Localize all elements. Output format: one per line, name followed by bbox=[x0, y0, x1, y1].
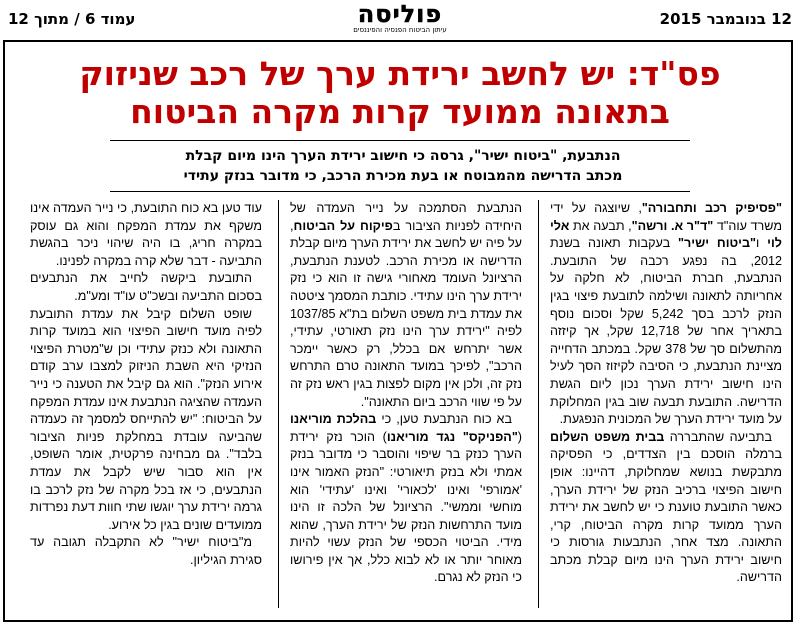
text-span: ו bbox=[756, 236, 768, 251]
publication-logo bbox=[336, 2, 464, 36]
article-column-1 bbox=[550, 200, 782, 587]
text-span: ( bbox=[517, 429, 522, 444]
column-3-paragraph-3: שופט השלום קיבל את עמדת התובעת לפיה מועד חישוב הפיצוי הוא במועד קרות התאונה ולא כנזק עתידי וכן ש"מטרת הפיצוי הנזיקי היא השבת הניזוק למצבו ערב קודם אירוע הנזק". הוא גם קיבל את הטענה כי נייר העמדה שהציגה הנתבעת אינו עמדת המפקח על הביטוח: "יש להתייחס למסמך זה כעמדה שהביעה עובדת במחלקת פניות הציבור בלבד". גם מבחינה פרקטית, אומר השופט, אין הוא סבור שיש לקבל את עמדת הנתבעים, כי אז בכל מקרה של נזק לרכב בו גרמה ירידת ערך יוגשו שתי חוות דעת נפרדות ממועדים שונים בגין כל אירוע. bbox=[30, 306, 262, 532]
text-span: , שיוצגה על ידי משרד עוה"ד bbox=[550, 201, 782, 233]
subhead-rule-top bbox=[110, 140, 690, 141]
defendant-name: אלי לוי bbox=[550, 218, 782, 251]
article-subhead bbox=[150, 146, 656, 186]
column-3-paragraph-2: התובעת ביקשה לחייב את הנתבעים בסכום התביעה ובשכ"ט עו"ד ומע"מ. bbox=[30, 271, 262, 303]
text-span: , על פיה יש לחשב את ירידת הערך מיום קבלת הדרישה או מכירת הרכב. לטענת הנתבעת, הרציונל העומד מאחורי גישה זו הוא כי נזק ירידת ערך הינו עתידי. כותבת המסמך ציטטה את עמדת בית משפט השלום בת"א 1037/85 לפיה "ירידת ערך הינו נזק תאורטי, עתידי, אשר יתרחש אם בכלל, רק כאשר יימכר הרכב", לפיכך במועד התאונה טרם התרחש נזק זה, ולכן אין מקום לפצות בגין ראש נזק זה על פי שווי הרכב ביום התאונה". bbox=[290, 218, 522, 409]
headline-line-1: פס"ד: יש לחשב ירידת ערך של רכב שניזוק bbox=[79, 54, 721, 93]
company-name: "פסיפיק רכב ותחבורה" bbox=[641, 201, 782, 215]
headline-line-2: בתאונה ממועד קרות מקרה הביטוח bbox=[130, 92, 670, 131]
text-span: הנתבעת הסתמכה על נייר העמדה של היחידה לפניות הציבור ב bbox=[290, 201, 522, 233]
publication-date: 12 בנובמבר 2015 bbox=[659, 10, 792, 28]
column-1-paragraph-1 bbox=[550, 200, 782, 429]
text-span: בעקבות תאונה בשנת 2012, בה נפגע רכבה של התובעת. הנתבעת, חברת הביטוח, לא חלקה על אחריותה לתאונה ושילמה לתובעת פיצוי בגין הנזק לרכב בסך 5,242 שקל וסכום נוסף בתאריך אחר של 12,718 שקל, אך קיזזה מהתשלום סך של 378 שקל. במכתב הדחייה מציינת הנתבעת, כי הסיבה לקיזוז הסך לעיל הינו חישוב ירידת הערך נכון ליום הגשת הדרישה. התובעת תבעה שוב בגין המחלוקת על מועד ירידת הערך של המכונית הנפגעת. bbox=[550, 236, 782, 427]
logo-name: פוליסה bbox=[357, 0, 443, 28]
text-span: בא כוח הנתבעת טען, כי bbox=[376, 412, 512, 427]
column-3-paragraph-1: עוד טען בא כוח התובעת, כי נייר העמדה אינו משקף את עמדת המפקח והוא גם עוסק במקרה חריג, בו היה שיהוי ניכר בהגשת התביעה - דבר שלא קרה במקרה לפנינו. bbox=[30, 201, 262, 268]
text-span: ברמלה הוסכם בין הצדדים, כי הפסיקה מתבקשת בנושא שמחלוקת, דהיינו: אופן חישוב הפיצוי ברכיב הנזק של ירידת הערך, כאשר התובעת טוענת כי יש לחשב את ירידת הערך ממועד קרות מקרה הביטוח, קרי, התאונה. מצד אחר, הנתבעות גורסות כי חישוב ירידת הערך הינו מיום קבלת מכתב הדרישה. bbox=[550, 447, 782, 585]
column-3-paragraph-4: מ"ביטוח ישיר" לא התקבלה תגובה עד סגירת הגיליון. bbox=[30, 535, 262, 567]
article-column-3 bbox=[30, 200, 262, 569]
insurer-name: "ביטוח ישיר" bbox=[678, 236, 757, 251]
subhead-line-1: הנתבעת, "ביטוח ישיר", גרסה כי חישוב ירידת הערך הינו מיום קבלת bbox=[185, 148, 621, 164]
page-number: עמוד 6 / מתוך 12 bbox=[8, 10, 136, 28]
column-divider-1 bbox=[538, 200, 539, 608]
logo-tagline: עיתון הביטוח הפנסיה והפיננסים bbox=[353, 26, 447, 34]
text-span: , תבעה את bbox=[569, 218, 632, 233]
page-header bbox=[0, 0, 800, 40]
article-headline bbox=[20, 55, 780, 131]
text-span: בתביעה שהתבררה bbox=[664, 429, 772, 444]
column-divider-2 bbox=[278, 200, 279, 608]
regulator-name: פיקוח על הביטוח bbox=[293, 218, 393, 233]
subhead-line-2: מכתב הדרישה מהמבוטח או בעת מכירת הרכב, כי מדובר בנזק עתידי bbox=[183, 168, 623, 184]
column-1-paragraph-2 bbox=[550, 429, 782, 587]
law-firm-name: "ד"ר א. ורשה" bbox=[631, 218, 714, 233]
ruling-name: בהלכת מוריאנו bbox=[290, 412, 377, 427]
column-2-paragraph-1 bbox=[290, 200, 522, 411]
subhead-rule-bottom bbox=[110, 191, 690, 192]
case-name: "הפניקס" נגד מוריאנו bbox=[386, 429, 518, 444]
column-2-paragraph-2 bbox=[290, 411, 522, 587]
article-column-2 bbox=[290, 200, 522, 587]
text-span: ) הוכר נזק ירידת הערך כנזק בר שיפוי והוסבר כי מדובר בנזק אמתי ולא בנזק תיאורטי: "הנזק האמור אינו 'אמורפי' ואינו 'לכאורי' ואינו 'עתידי' הוא מוחשי וממשי". הרציונל של הלכה זו הינו מועד התרחשות הנזק של ירידת הערך, שהוא מידי. הביטוי הכספי של הנזק עשוי להיות מאוחר יותר או לא לבוא כלל, אך אין פירושו כי הנזק לא נגרם. bbox=[290, 429, 522, 585]
court-name: בבית משפט השלום bbox=[550, 429, 665, 444]
